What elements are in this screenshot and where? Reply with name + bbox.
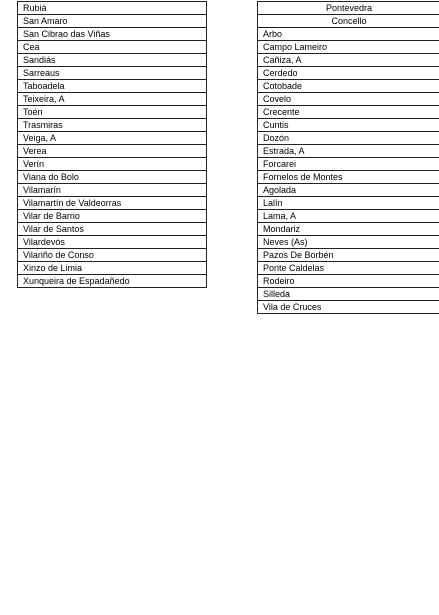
table-row bbox=[18, 158, 207, 171]
municipality-name: Agolada bbox=[258, 184, 439, 197]
table-row bbox=[18, 184, 207, 197]
table-row bbox=[258, 54, 439, 67]
municipality-name: Xunqueira de Espadañedo bbox=[18, 275, 207, 288]
municipality-name: Pazos De Borbén bbox=[258, 249, 439, 262]
province-row bbox=[258, 2, 439, 15]
column-header: Concello bbox=[258, 15, 439, 28]
municipality-name: San Amaro bbox=[18, 15, 207, 28]
table-row bbox=[18, 2, 207, 15]
table-row bbox=[258, 301, 439, 314]
municipality-name: San Cibrao das Viñas bbox=[18, 28, 207, 41]
municipality-name: Verea bbox=[18, 145, 207, 158]
table-row bbox=[258, 288, 439, 301]
municipality-name: Vilariño de Conso bbox=[18, 249, 207, 262]
table-row bbox=[18, 249, 207, 262]
municipality-name: Cotobade bbox=[258, 80, 439, 93]
table-row bbox=[18, 28, 207, 41]
municipality-name: Taboadela bbox=[18, 80, 207, 93]
municipality-name: Sandiás bbox=[18, 54, 207, 67]
table-row bbox=[258, 171, 439, 184]
municipality-name: Neves (As) bbox=[258, 236, 439, 249]
municipality-name: Cuntis bbox=[258, 119, 439, 132]
municipality-name: Fornelos de Montes bbox=[258, 171, 439, 184]
table-row bbox=[258, 132, 439, 145]
table-row bbox=[258, 275, 439, 288]
table-row bbox=[18, 236, 207, 249]
table-row bbox=[258, 67, 439, 80]
municipality-name: Viana do Bolo bbox=[18, 171, 207, 184]
right-table-head bbox=[258, 2, 439, 28]
table-row bbox=[18, 15, 207, 28]
table-row bbox=[18, 171, 207, 184]
municipality-name: Vilamarín bbox=[18, 184, 207, 197]
table-row bbox=[18, 80, 207, 93]
municipality-name: Rubiá bbox=[18, 2, 207, 15]
municipality-name: Cea bbox=[18, 41, 207, 54]
table-row bbox=[18, 54, 207, 67]
municipality-name: Sarreaus bbox=[18, 67, 207, 80]
table-row bbox=[258, 197, 439, 210]
right-table-body bbox=[258, 28, 439, 314]
table-row bbox=[18, 145, 207, 158]
table-row bbox=[258, 223, 439, 236]
table-row bbox=[258, 41, 439, 54]
municipality-name: Teixeira, A bbox=[18, 93, 207, 106]
left-municipality-table bbox=[17, 1, 207, 288]
table-row bbox=[258, 236, 439, 249]
municipality-name: Vilar de Barrio bbox=[18, 210, 207, 223]
municipality-name: Dozón bbox=[258, 132, 439, 145]
province-title: Pontevedra bbox=[258, 2, 439, 15]
table-row bbox=[258, 210, 439, 223]
municipality-name: Estrada, A bbox=[258, 145, 439, 158]
table-row bbox=[258, 145, 439, 158]
table-row bbox=[18, 106, 207, 119]
table-row bbox=[18, 197, 207, 210]
municipality-name: Rodeiro bbox=[258, 275, 439, 288]
right-municipality-table bbox=[257, 1, 439, 314]
table-row bbox=[258, 158, 439, 171]
municipality-name: Lalín bbox=[258, 197, 439, 210]
table-row bbox=[18, 119, 207, 132]
table-row bbox=[258, 28, 439, 41]
municipality-name: Vilardevós bbox=[18, 236, 207, 249]
municipality-name: Crecente bbox=[258, 106, 439, 119]
municipality-name: Silleda bbox=[258, 288, 439, 301]
table-row bbox=[18, 275, 207, 288]
table-row bbox=[18, 223, 207, 236]
table-row bbox=[18, 67, 207, 80]
municipality-name: Lama, A bbox=[258, 210, 439, 223]
table-row bbox=[258, 184, 439, 197]
municipality-name: Covelo bbox=[258, 93, 439, 106]
table-row bbox=[258, 93, 439, 106]
table-row bbox=[18, 210, 207, 223]
table-row bbox=[258, 106, 439, 119]
table-row bbox=[258, 249, 439, 262]
municipality-name: Trasmiras bbox=[18, 119, 207, 132]
municipality-name: Vilamartín de Valdeorras bbox=[18, 197, 207, 210]
table-row bbox=[18, 41, 207, 54]
municipality-name: Veiga, A bbox=[18, 132, 207, 145]
table-row bbox=[18, 132, 207, 145]
header-row bbox=[258, 15, 439, 28]
municipality-name: Verín bbox=[18, 158, 207, 171]
table-row bbox=[258, 80, 439, 93]
municipality-name: Arbo bbox=[258, 28, 439, 41]
table-row bbox=[18, 262, 207, 275]
municipality-name: Vila de Cruces bbox=[258, 301, 439, 314]
municipality-name: Cerdedo bbox=[258, 67, 439, 80]
left-table-body bbox=[18, 2, 207, 288]
municipality-name: Ponte Caldelas bbox=[258, 262, 439, 275]
table-row bbox=[258, 119, 439, 132]
municipality-name: Forcarei bbox=[258, 158, 439, 171]
municipality-name: Mondariz bbox=[258, 223, 439, 236]
table-row bbox=[18, 93, 207, 106]
municipality-name: Vilar de Santos bbox=[18, 223, 207, 236]
municipality-name: Toén bbox=[18, 106, 207, 119]
municipality-name: Cañiza, A bbox=[258, 54, 439, 67]
municipality-name: Campo Lameiro bbox=[258, 41, 439, 54]
municipality-name: Xinzo de Limia bbox=[18, 262, 207, 275]
table-row bbox=[258, 262, 439, 275]
